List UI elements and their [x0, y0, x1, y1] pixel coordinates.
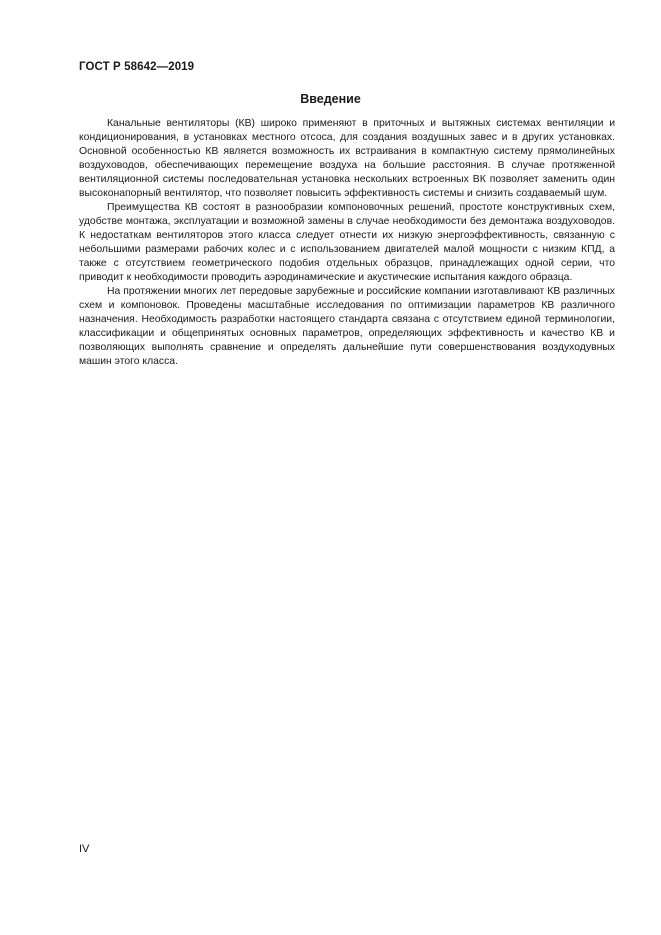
paragraph: На протяжении многих лет передовые зарубежные и российские компании изготавливают КВ различных схем и компоновок. Проведены масштабные исследования по оптимизации параметров КВ различного назначения. Необходимость разработки настоящего стандарта связана с отсутствием единой терминологии, классификации и общепринятых основных параметров, определяющих эффективность и качество КВ и позволяющих выполнять сравнение и определять дальнейшие пути совершенствования воздуходувных машин этого класса.: [79, 286, 615, 367]
section-title: Введение: [300, 92, 361, 106]
paragraph: Преимущества КВ состоят в разнообразии компоновочных решений, простоте конструктивных схем, удобстве монтажа, эксплуатации и возможной замены в случае необходимости без демонтажа воздуховодов. К недостаткам вентиляторов этого класса следует отнести их низкую энергоэффективность, связанную с небольшими размерами рабочих колес и с использованием двигателей малой мощности с низким КПД, а также с отсутствием геометрического подобия отдельных образцов, принадлежащих одной серии, что приводит к необходимости проводить аэродинамические и акустические испытания каждого образца.: [79, 202, 615, 283]
body-text: [79, 117, 615, 369]
document-code: ГОСТ Р 58642—2019: [79, 61, 195, 73]
paragraph: Канальные вентиляторы (КВ) широко применяют в приточных и вытяжных системах вентиляции и кондиционирования, в установках местного отсоса, для создания воздушных завес и в других установках. Основной особенностью КВ является возможность их встраивания в компактную систему прямолинейных воздуховодов, обеспечивающих перемещение воздуха на большие расстояния. В случае протяженной вентиляционной системы последовательная установка нескольких встроенных ВК позволяет заменить один высоконапорный вентилятор, что позволяет повысить эффективность системы и снизить создаваемый шум.: [79, 118, 615, 199]
page-number: IV: [79, 843, 90, 855]
